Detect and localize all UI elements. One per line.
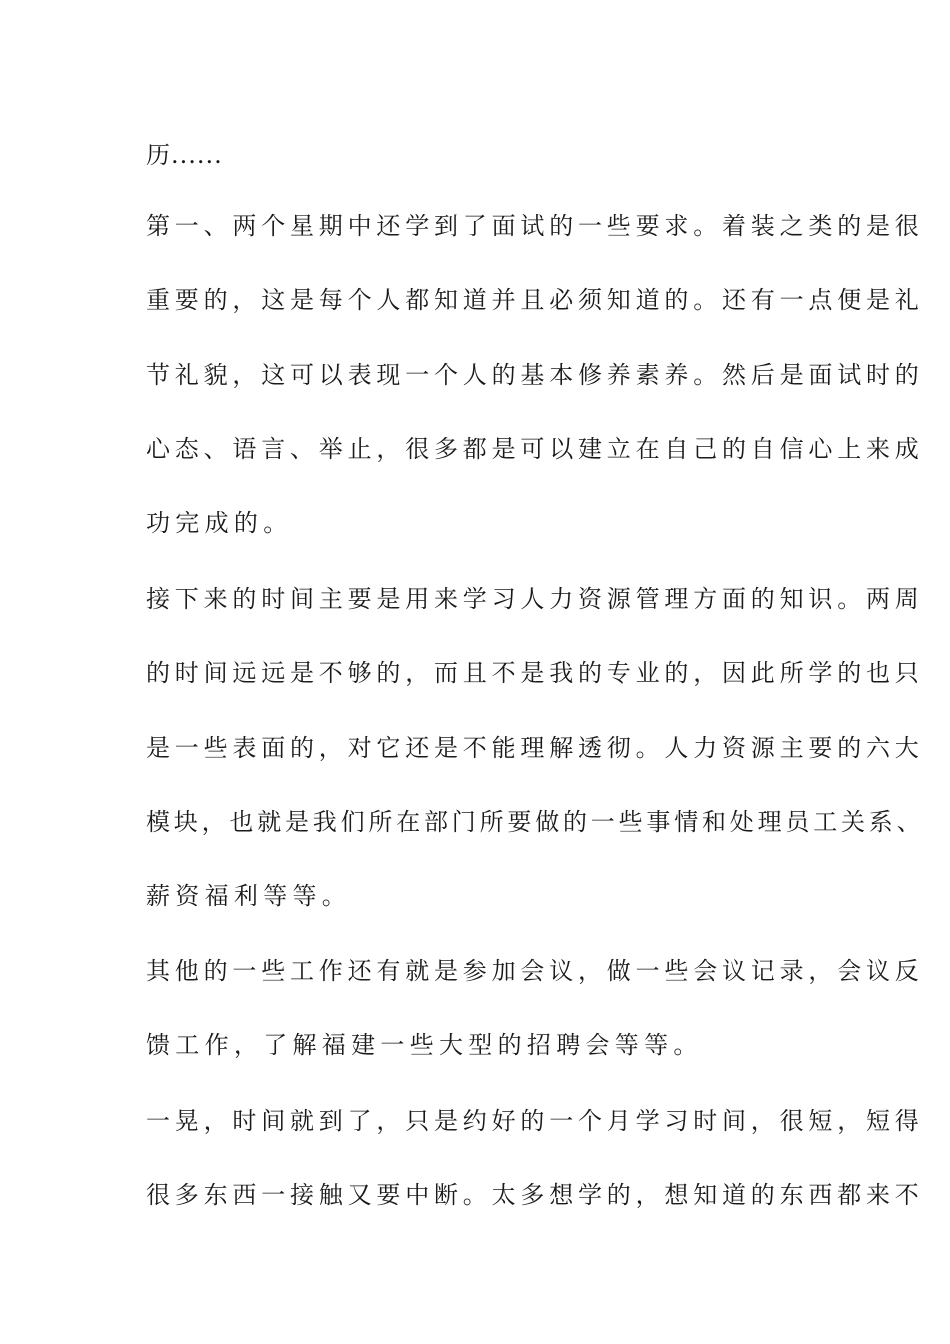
text-line-8: 的时间远远是不够的，而且不是我的专业的，因此所学的也只 [146, 659, 924, 687]
text-line-2: 第一、两个星期中还学到了面试的一些要求。着装之类的是很 [146, 212, 924, 240]
text-line-4: 节礼貌，这可以表现一个人的基本修养素养。然后是面试时的 [146, 361, 924, 389]
text-line-14: 一晃，时间就到了，只是约好的一个月学习时间，很短，短得 [146, 1107, 924, 1135]
text-line-5: 心态、语言、举止，很多都是可以建立在自己的自信心上来成 [146, 435, 924, 463]
text-line-10: 模块，也就是我们所在部门所要做的一些事情和处理员工关系、 [146, 808, 925, 836]
text-line-12: 其他的一些工作还有就是参加会议，做一些会议记录，会议反 [146, 957, 924, 985]
text-line-6: 功完成的。 [146, 509, 293, 537]
text-line-13: 馈工作，了解福建一些大型的招聘会等等。 [146, 1031, 703, 1059]
text-line-9: 是一些表面的，对它还是不能理解透彻。人力资源主要的六大 [146, 734, 924, 762]
text-line-15: 很多东西一接触又要中断。太多想学的，想知道的东西都来不 [146, 1181, 924, 1209]
text-line-1: 历...... [146, 141, 223, 169]
text-line-3: 重要的，这是每个人都知道并且必须知道的。还有一点便是礼 [146, 286, 924, 314]
text-line-11: 薪资福利等等。 [146, 882, 352, 910]
text-line-7: 接下来的时间主要是用来学习人力资源管理方面的知识。两周 [146, 585, 924, 613]
